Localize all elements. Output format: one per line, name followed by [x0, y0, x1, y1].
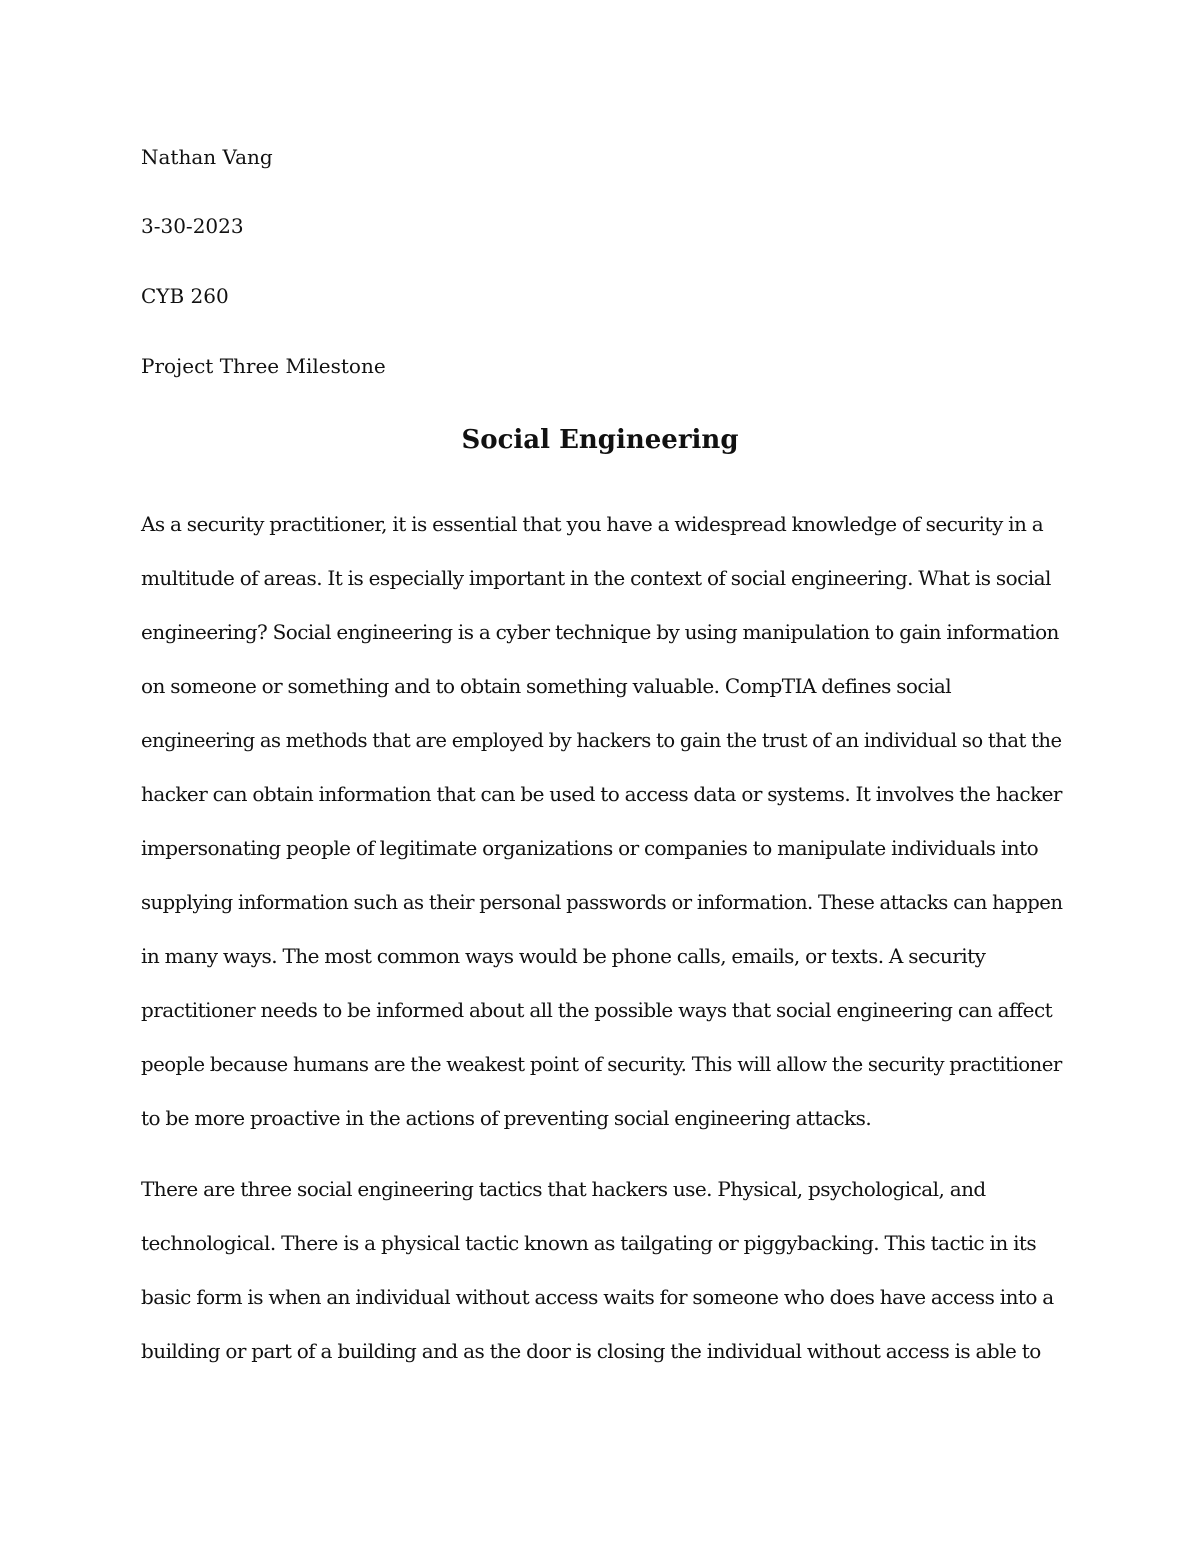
assignment-line: Project Three Milestone	[141, 354, 386, 378]
course-line: CYB 260	[141, 284, 229, 308]
paragraph-line: building or part of a building and as the door is closing the individual without access is able to	[141, 1339, 1041, 1363]
paragraph-line: As a security practitioner, it is essential that you have a widespread knowledge of security in a	[141, 512, 1044, 536]
paragraph-line: practitioner needs to be informed about all the possible ways that social engineering can affect	[141, 998, 1053, 1022]
paragraph-line: hacker can obtain information that can be used to access data or systems. It involves the hacker	[141, 782, 1062, 806]
paragraph-line: engineering? Social engineering is a cyber technique by using manipulation to gain information	[141, 620, 1059, 644]
paragraph-line: engineering as methods that are employed by hackers to gain the trust of an individual so that the	[141, 728, 1062, 752]
paragraph-line: technological. There is a physical tactic known as tailgating or piggybacking. This tactic in its	[141, 1231, 1037, 1255]
paragraph-line: supplying information such as their personal passwords or information. These attacks can happen	[141, 890, 1063, 914]
paragraph-line: multitude of areas. It is especially important in the context of social engineering. What is social	[141, 566, 1051, 590]
paragraph-line: basic form is when an individual without access waits for someone who does have access into a	[141, 1285, 1054, 1309]
document-title: Social Engineering	[461, 425, 739, 455]
paragraph-line: impersonating people of legitimate organizations or companies to manipulate individuals into	[141, 836, 1039, 860]
date-line: 3-30-2023	[141, 214, 244, 238]
author-name: Nathan Vang	[141, 145, 273, 169]
paragraph-line: on someone or something and to obtain something valuable. CompTIA defines social	[141, 674, 952, 698]
paragraph-line: to be more proactive in the actions of preventing social engineering attacks.	[141, 1106, 872, 1130]
paragraph-line: in many ways. The most common ways would be phone calls, emails, or texts. A security	[141, 944, 986, 968]
paragraph-line: people because humans are the weakest point of security. This will allow the security practitioner	[141, 1052, 1062, 1076]
paragraph-line: There are three social engineering tactics that hackers use. Physical, psychological, and	[141, 1177, 986, 1201]
